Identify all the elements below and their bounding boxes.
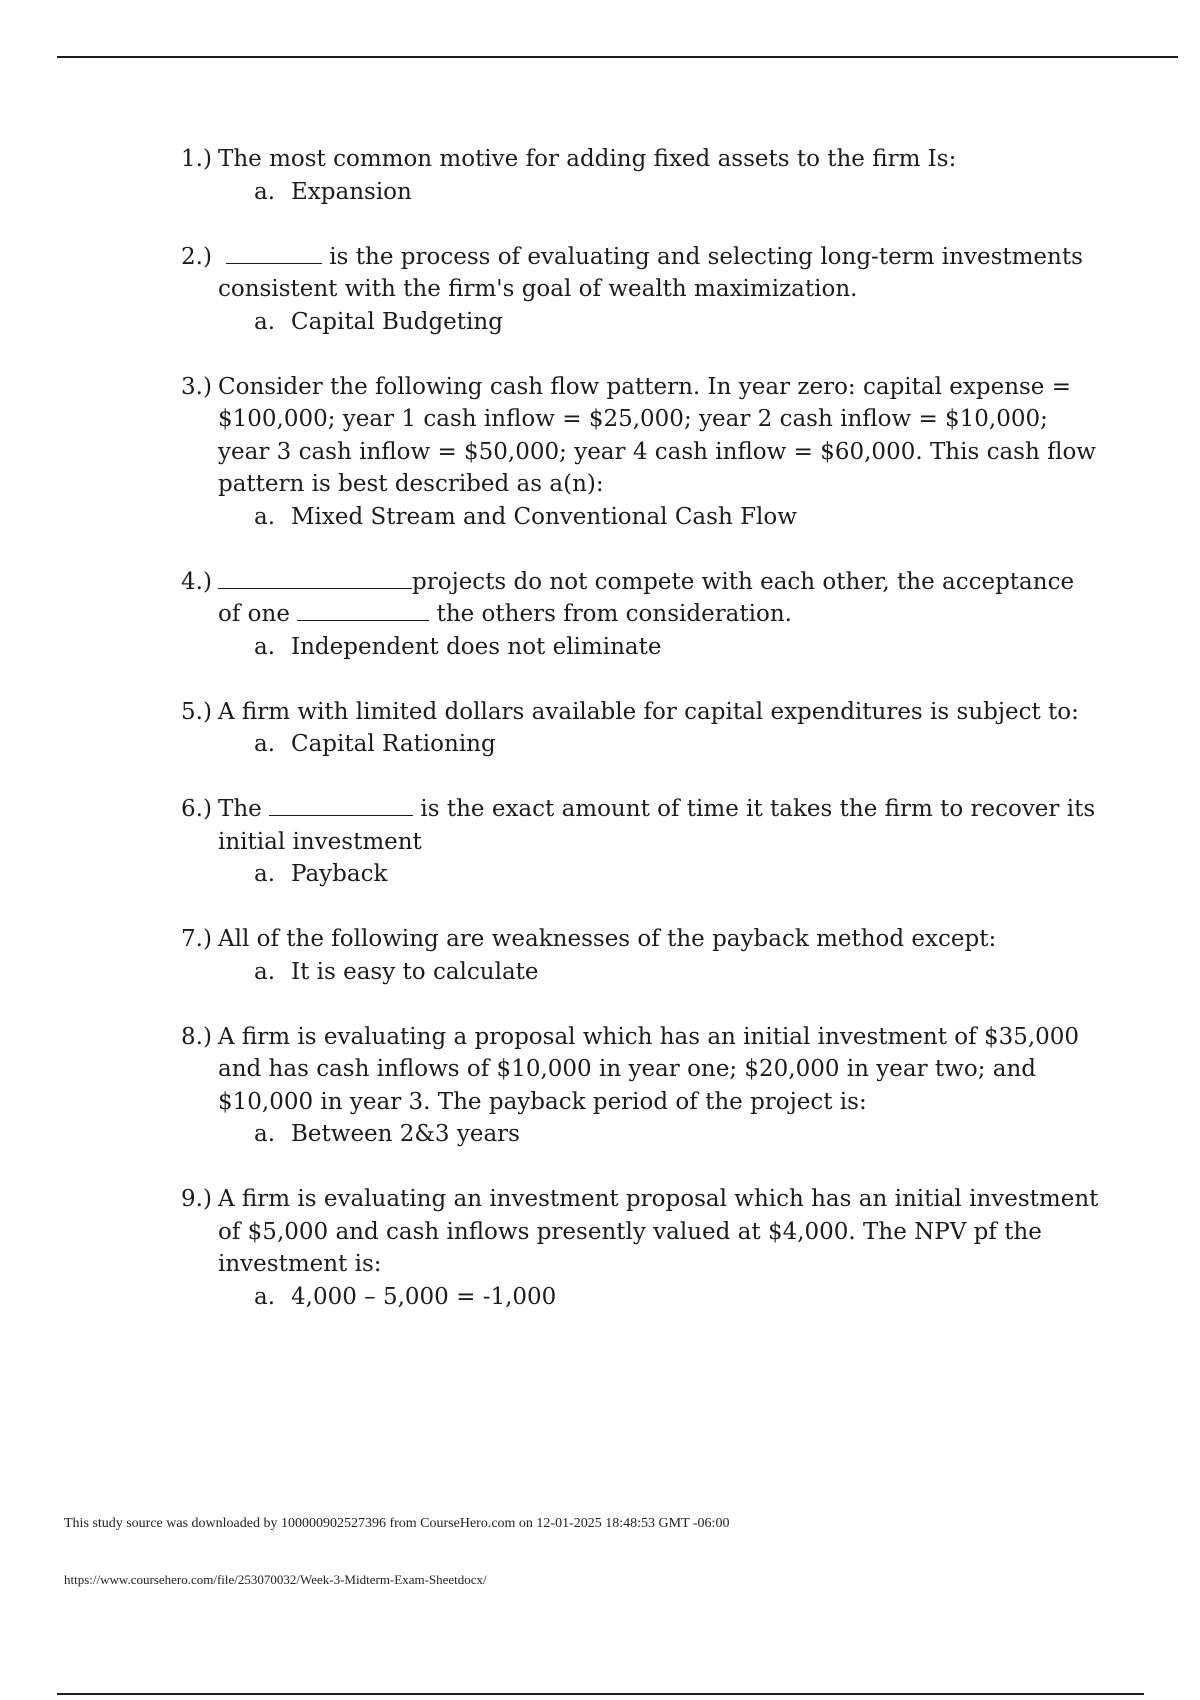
question-text-before: Consider the following cash flow pattern. In year zero: capital expense = $100,000; year 1 cash inflow = $25,000; year 2 cash inflow = $10,000; year 3 cash inflow = $50,000; year 4 cash inflow = $60,000. This cash flow pattern is best described as a(n):	[218, 373, 1096, 497]
question-1	[181, 143, 1101, 208]
answer-text: Capital Rationing	[291, 731, 496, 757]
answer-label: a.	[254, 633, 276, 660]
fill-in-blank	[297, 598, 429, 621]
question-text-before: The	[218, 796, 270, 822]
question-number: 5.)	[181, 698, 212, 725]
question-2	[181, 241, 1101, 339]
question-8	[181, 1021, 1101, 1151]
question-text	[218, 923, 1101, 956]
answer-text: Between 2&3 years	[291, 1121, 520, 1147]
answer-9	[218, 1281, 1101, 1314]
bottom-rule	[57, 1693, 1144, 1695]
question-text	[218, 1183, 1101, 1281]
question-5	[181, 696, 1101, 761]
question-number: 1.)	[181, 146, 212, 172]
answer-text: Expansion	[291, 178, 412, 205]
question-text-before: All of the following are weaknesses of the payback method except:	[218, 926, 997, 952]
answer-label: a.	[254, 1121, 276, 1147]
answer-label: a.	[254, 861, 276, 887]
answer-label: a.	[254, 958, 276, 985]
top-rule	[57, 56, 1178, 58]
answer-3	[218, 501, 1101, 534]
question-text-after: the others from consideration.	[429, 601, 792, 627]
question-text-after: is the exact amount of time it takes the firm to recover its initial investment	[218, 796, 1096, 855]
answer-label: a.	[254, 1283, 276, 1310]
question-number: 2.)	[181, 243, 212, 270]
answer-5	[218, 728, 1101, 761]
question-text-middle: projects do not compete with each other, the acceptance of one	[218, 568, 1075, 627]
answer-7	[218, 956, 1101, 989]
question-9	[181, 1183, 1101, 1313]
question-4	[181, 566, 1101, 664]
answer-text: Payback	[291, 861, 388, 887]
question-text-before: A firm is evaluating a proposal which has an initial investment of $35,000 and has cash inflows of $10,000 in year one; $20,000 in year two; and $10,000 in year 3. The payback period of the project is:	[218, 1023, 1080, 1115]
fill-in-blank	[269, 793, 413, 816]
question-number: 3.)	[181, 373, 212, 400]
answer-4	[218, 631, 1101, 664]
answer-text: It is easy to calculate	[291, 958, 539, 985]
question-number: 9.)	[181, 1186, 212, 1212]
answer-text: Capital Budgeting	[291, 308, 503, 335]
question-text-after: is the process of evaluating and selecting long-term investments consistent with the firm's goal of wealth maximization.	[218, 243, 1083, 302]
answer-label: a.	[254, 731, 276, 757]
fill-in-blank	[218, 566, 412, 589]
answer-1	[218, 176, 1101, 209]
question-number: 4.)	[181, 568, 212, 595]
question-number: 7.)	[181, 926, 212, 952]
question-6	[181, 793, 1101, 891]
answer-label: a.	[254, 308, 276, 335]
question-text	[218, 793, 1101, 858]
question-text	[218, 143, 1101, 176]
answer-8	[218, 1118, 1101, 1151]
question-text	[218, 241, 1101, 306]
question-text	[218, 371, 1101, 501]
question-text	[218, 696, 1101, 729]
question-3	[181, 371, 1101, 534]
download-notice: This study source was downloaded by 100000902527396 from CourseHero.com on 12-01-2025 18:48:53 GMT -06:00	[64, 1516, 730, 1531]
question-text-before: A firm is evaluating an investment proposal which has an initial investment of $5,000 and cash inflows presently valued at $4,000. The NPV pf the investment is:	[218, 1186, 1099, 1277]
answer-text: Mixed Stream and Conventional Cash Flow	[291, 503, 797, 530]
question-text-before: A firm with limited dollars available for capital expenditures is subject to:	[218, 698, 1079, 725]
question-list	[181, 143, 1101, 1346]
answer-label: a.	[254, 178, 276, 205]
question-text	[218, 566, 1101, 631]
question-7	[181, 923, 1101, 988]
answer-text: Independent does not eliminate	[291, 633, 662, 660]
answer-6	[218, 858, 1101, 891]
question-text-before: The most common motive for adding fixed assets to the firm Is:	[218, 146, 957, 172]
question-number: 8.)	[181, 1023, 212, 1050]
question-number: 6.)	[181, 796, 212, 822]
answer-text: 4,000 – 5,000 = -1,000	[291, 1283, 557, 1310]
answer-label: a.	[254, 503, 276, 530]
question-text	[218, 1021, 1101, 1119]
fill-in-blank	[226, 241, 322, 264]
answer-2	[218, 306, 1101, 339]
source-url[interactable]: https://www.coursehero.com/file/253070032/Week-3-Midterm-Exam-Sheetdocx/	[64, 1572, 487, 1587]
